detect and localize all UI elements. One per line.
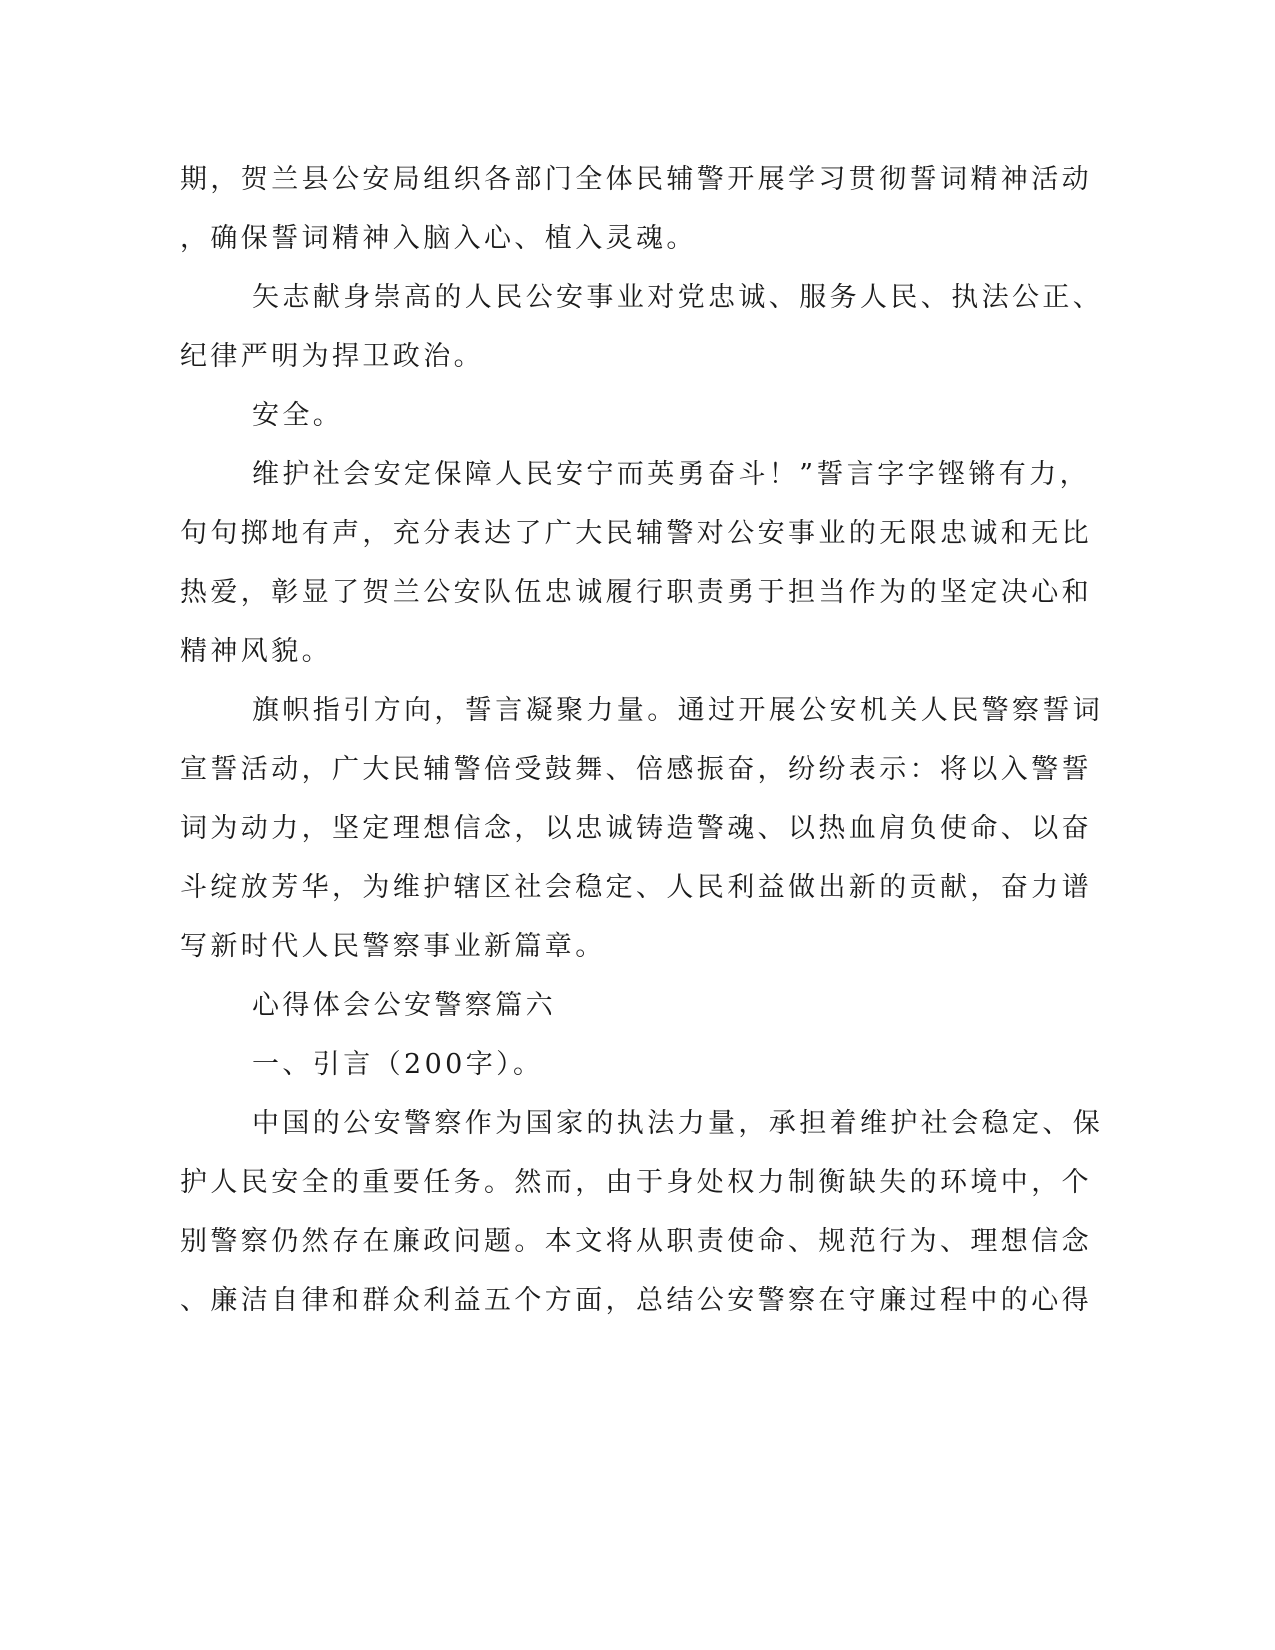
text-line: 宣誓活动，广大民辅警倍受鼓舞、倍感振奋，纷纷表示：将以入警誓 [180,754,1092,785]
text-line: 句句掷地有声，充分表达了广大民辅警对公安事业的无限忠诚和无比 [180,518,1092,549]
text-line: 别警察仍然存在廉政问题。本文将从职责使命、规范行为、理想信念 [180,1226,1092,1257]
text-line: 、廉洁自律和群众利益五个方面，总结公安警察在守廉过程中的心得 [180,1285,1092,1316]
text-line: 中国的公安警察作为国家的执法力量，承担着维护社会稳定、保 [252,1108,1104,1139]
text-line: 维护社会安定保障人民安宁而英勇奋斗！”誓言字字铿锵有力， [252,459,1091,490]
text-line: 护人民安全的重要任务。然而，由于身处权力制衡缺失的环境中，个 [180,1167,1092,1198]
text-line: 词为动力，坚定理想信念，以忠诚铸造警魂、以热血肩负使命、以奋 [180,813,1092,844]
text-line: 纪律严明为捍卫政治。 [180,341,484,372]
text-line: 热爱，彰显了贺兰公安队伍忠诚履行职责勇于担当作为的坚定决心和 [180,577,1092,608]
text-line: 矢志献身崇高的人民公安事业对党忠诚、服务人民、执法公正、 [252,282,1104,313]
text-line: 期，贺兰县公安局组织各部门全体民辅警开展学习贯彻誓词精神活动 [180,164,1092,195]
text-line: 旗帜指引方向，誓言凝聚力量。通过开展公安机关人民警察誓词 [252,695,1104,726]
text-line: 精神风貌。 [180,636,332,667]
text-line: ，确保誓词精神入脑入心、植入灵魂。 [180,223,697,254]
text-line: 写新时代人民警察事业新篇章。 [180,931,606,962]
text-line: 安全。 [252,400,344,431]
text-line: 斗绽放芳华，为维护辖区社会稳定、人民利益做出新的贡献，奋力谱 [180,872,1092,903]
subsection-heading: 一、引言（200字）。 [252,1049,544,1080]
section-heading: 心得体会公安警察篇六 [252,990,556,1021]
